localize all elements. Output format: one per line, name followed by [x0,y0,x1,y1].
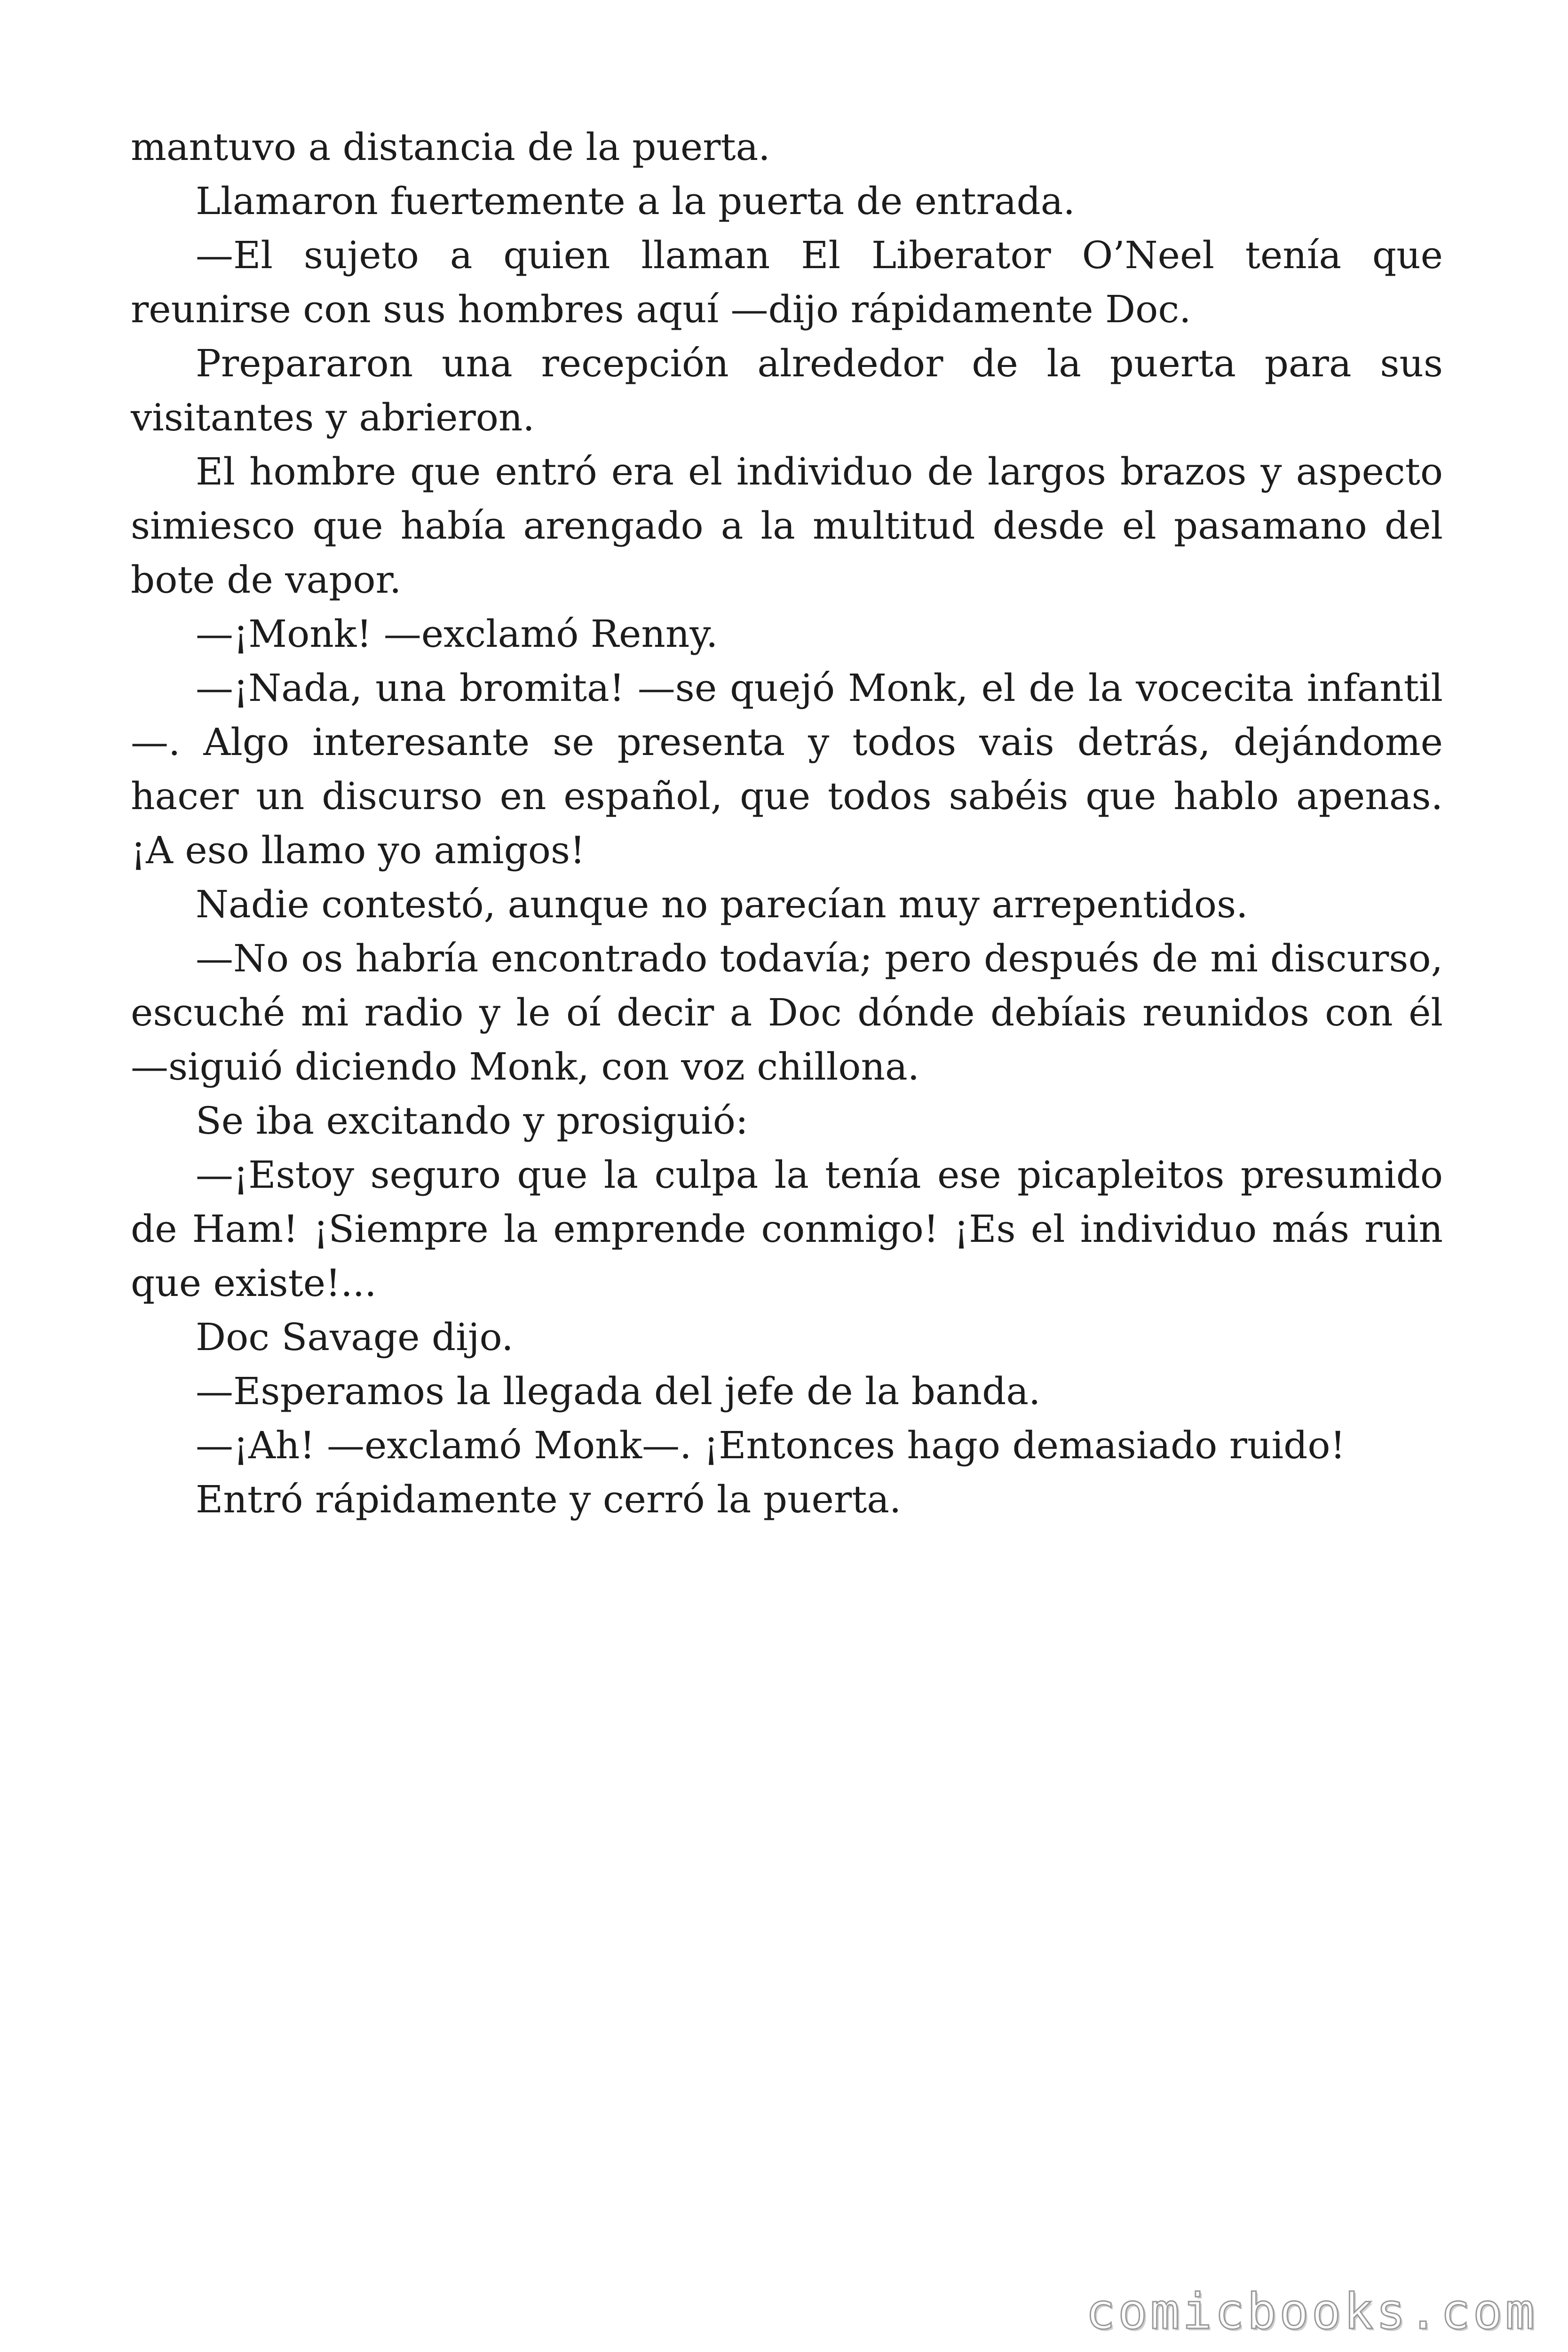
paragraph: —¡Monk! —exclamó Renny. [196,612,718,656]
paragraph: —No os habría encontrado todavía; pero después de mi discurso, escuché mi radio y le oí decir a Doc dónde debíais reunidos con él —siguió diciendo Monk, con voz chillona. [131,937,1443,1089]
paragraph: Entró rápidamente y cerró la puerta. [196,1478,902,1521]
paragraph: Doc Savage dijo. [196,1315,514,1359]
body-text [131,120,1443,1526]
paragraph: mantuvo a distancia de la puerta. [131,125,770,169]
paragraph: Llamaron fuertemente a la puerta de entrada. [196,179,1075,223]
paragraph: —¡Nada, una bromita! —se quejó Monk, el de la vocecita infantil—. Algo interesante se presenta y todos vais detrás, dejándome hacer un discurso en español, que todos sabéis que hablo apenas. ¡A eso llamo yo amigos! [131,666,1443,872]
paragraph: El hombre que entró era el individuo de largos brazos y aspecto simiesco que había arengado a la multitud desde el pasamano del bote de vapor. [131,450,1443,602]
paragraph: —El sujeto a quien llaman El Liberator O’Neel tenía que reunirse con sus hombres aquí —dijo rápidamente Doc. [131,233,1443,331]
paragraph: Se iba excitando y prosiguió: [196,1099,748,1143]
paragraph: Prepararon una recepción alrededor de la puerta para sus visitantes y abrieron. [131,342,1443,439]
paragraph: Nadie contestó, aunque no parecían muy arrepentidos. [196,882,1248,926]
watermark: comicbooks.com [1085,2283,1537,2340]
paragraph: —Esperamos la llegada del jefe de la banda. [196,1369,1041,1413]
paragraph: —¡Estoy seguro que la culpa la tenía ese picapleitos presumido de Ham! ¡Siempre la emprende conmigo! ¡Es el individuo más ruin que existe!... [131,1153,1443,1305]
paragraph: —¡Ah! —exclamó Monk—. ¡Entonces hago demasiado ruido! [196,1423,1346,1467]
